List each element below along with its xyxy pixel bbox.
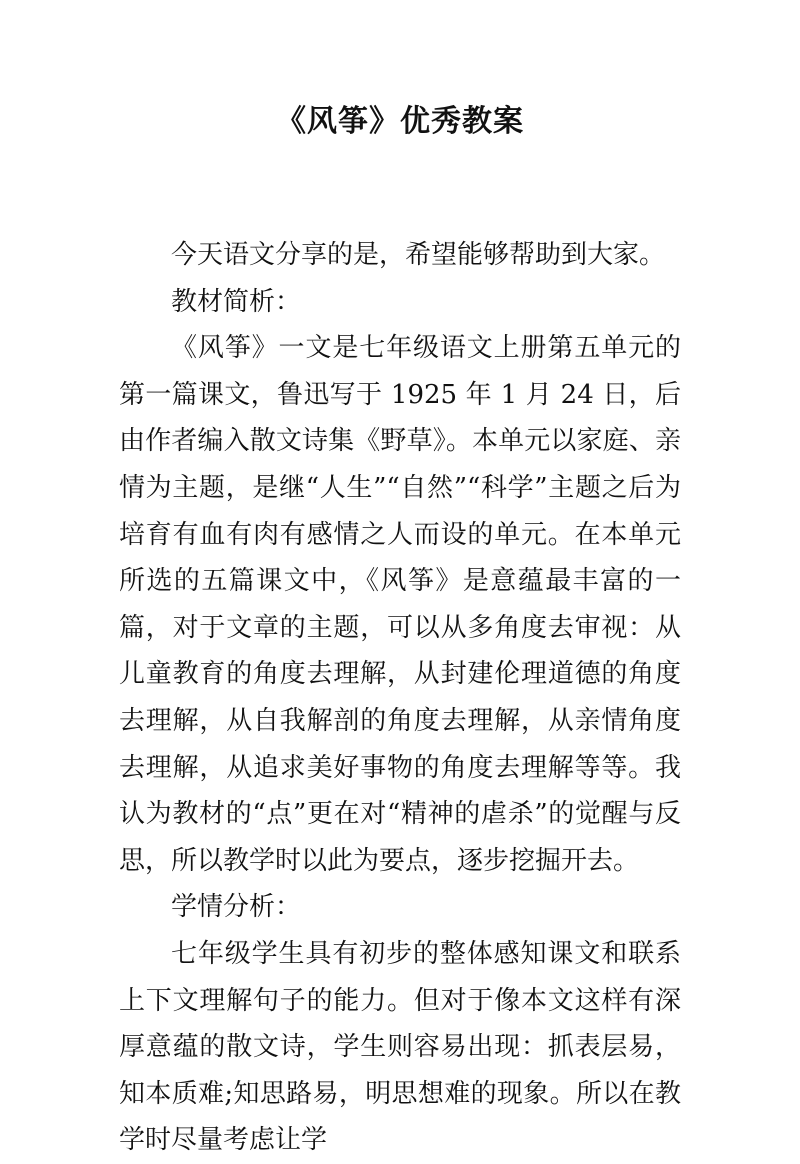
section-heading-student-analysis: 学情分析： (171, 892, 302, 923)
textbook-analysis-paragraph: 《风筝》一文是七年级语文上册第五单元的第一篇课文，鲁迅写于 1925 年 1 月 24 日，后由作者编入散文诗集《野草》。本单元以家庭、亲情为主题，是继“人生”“自然”“科学”主题之后为培育有血有肉有感情之人而设的单元。在本单元所选的五篇课文中，《风筝》是意蕴最丰富的一篇，对于文章的主题，可以从多角度去审视：从儿童教育的角度去理解，从封建伦理道德的角度去理解，从自我解剖的角度去理解，从亲情角度去理解，从追求美好事物的角度去理解等等。我认为教材的“点”更在对“精神的虐杀”的觉醒与反思，所以教学时以此为要点，逐步挖掘开去。 (119, 333, 681, 876)
document-body (119, 232, 681, 1164)
student-analysis-paragraph: 七年级学生具有初步的整体感知课文和联系上下文理解句子的能力。但对于像本文这样有深厚意蕴的散文诗，学生则容易出现：抓表层易，知本质难;知思路易，明思想难的现象。所以在教学时尽量考虑让学 (119, 938, 681, 1156)
section-heading-textbook-analysis: 教材简析： (171, 286, 302, 317)
document-title: 《风筝》优秀教案 (276, 104, 524, 139)
intro-paragraph: 今天语文分享的是，希望能够帮助到大家。 (171, 240, 666, 270)
